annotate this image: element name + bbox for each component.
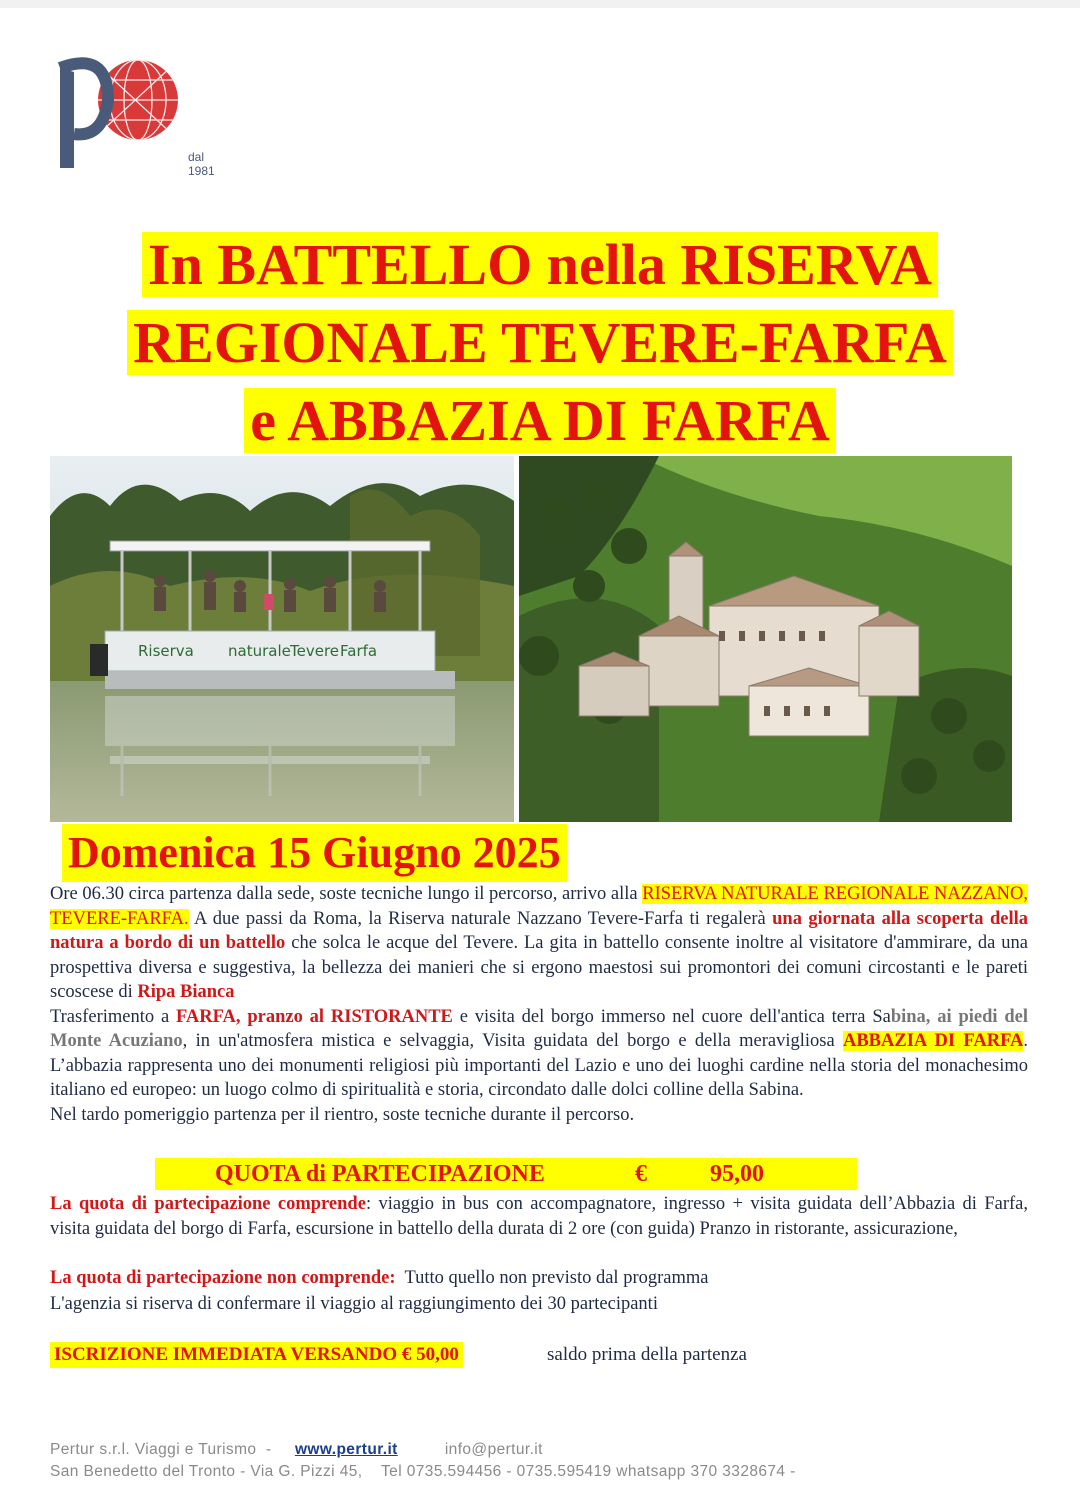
boat-sign-word-4: Farfa	[340, 642, 378, 660]
footer-company: Pertur s.r.l. Viaggi e Turismo	[50, 1441, 257, 1458]
title-line-1: In BATTELLO nella RISERVA	[0, 233, 1080, 297]
footer-email[interactable]: info@pertur.it	[444, 1441, 543, 1458]
price-banner	[155, 1158, 857, 1190]
footer-phones: Tel 0735.594456 - 0735.595419 whatsapp 370 3328674 -	[381, 1463, 796, 1480]
top-edge	[0, 0, 1080, 8]
excludes-section	[50, 1266, 1028, 1291]
registration-deposit: ISCRIZIONE IMMEDIATA VERSANDO € 50,00	[50, 1342, 463, 1368]
abbey-photo	[519, 456, 1012, 822]
title-line-2: REGIONALE TEVERE-FARFA	[0, 311, 1080, 375]
confirmation-note: L'agenzia si riserva di confermare il viaggio al raggiungimento dei 30 partecipanti	[50, 1294, 658, 1314]
program-description	[50, 882, 1028, 1127]
price-currency: €	[635, 1161, 647, 1187]
includes-section	[50, 1192, 1028, 1241]
footer-line-2	[50, 1463, 796, 1481]
title-line-3: e ABBAZIA DI FARFA	[0, 389, 1080, 453]
highlight-abbazia: ABBAZIA DI FARFA	[842, 1031, 1024, 1051]
footer-address: San Benedetto del Tronto - Via G. Pizzi 45,	[50, 1463, 363, 1480]
program-text: A due passi da Roma, la Riserva naturale Nazzano Tevere-Farfa ti regalerà	[188, 908, 773, 929]
highlight-battello: una giornata alla scoperta della natura a bordo di un battello	[50, 908, 1028, 953]
boat-sign-word-1: Riserva	[138, 642, 194, 660]
registration-balance: saldo prima della partenza	[547, 1344, 747, 1365]
highlight-monte-acuziano: bina, ai piedi del Monte Acuziano	[50, 1006, 1028, 1051]
event-date: Domenica 15 Giugno 2025	[62, 824, 567, 882]
price-label: QUOTA di PARTECIPAZIONE	[215, 1161, 545, 1187]
logo-since-text: dal 1981	[188, 150, 215, 178]
highlight-riserva: RISERVA NATURALE REGIONALE NAZZANO, TEVERE-FARFA.	[50, 884, 1029, 929]
program-return-text: Nel tardo pomeriggio partenza per il rientro, soste tecniche durante il percorso.	[50, 1104, 635, 1125]
highlight-farfa-pranzo: FARFA, pranzo al RISTORANTE	[175, 1006, 453, 1027]
includes-label: La quota di partecipazione comprende	[50, 1194, 366, 1214]
boat-photo	[50, 456, 514, 822]
price-amount: 95,00	[710, 1161, 764, 1187]
program-text: , in un'atmosfera mistica e selvaggia, Visita guidata del borgo e della meravigliosa	[182, 1031, 843, 1051]
excludes-text: Tutto quello non previsto dal programma	[404, 1268, 709, 1288]
highlight-ripa-bianca: Ripa Bianca	[137, 982, 235, 1002]
boat-sign-word-2: naturale	[228, 642, 291, 660]
program-text: Ore 06.30 circa partenza dalla sede, soste tecniche lungo il percorso, arrivo alla	[50, 884, 643, 904]
excludes-label: La quota di partecipazione non comprende:	[50, 1268, 396, 1288]
program-text: Trasferimento a	[50, 1006, 176, 1027]
includes-text: : viaggio in bus con accompagnatore, ingresso + visita guidata dell’Abbazia di Farfa, visita guidata del borgo di Farfa, escursione in battello della durata di 2 ore (con guida) Pranzo in ristorante, assicurazione,	[50, 1194, 1028, 1239]
program-text: . L’abbazia rappresenta uno dei monumenti religiosi più importanti del Lazio e uno dei luoghi cardine nella storia del monachesimo italiano ed europeo: un luogo colmo di spiritualità e storia, circondato dalle dolci colline della Sabina.	[50, 1031, 1028, 1100]
program-text: che solca le acque del Tevere. La gita in battello consente inoltre al visitatore d'ammirare, da una prospettiva diversa e suggestiva, la bellezza dei manieri che si ergono maestosi sui promontori dei comuni circostanti e le pareti scoscese di	[50, 933, 1028, 1002]
footer-website-link[interactable]: www.pertur.it	[294, 1441, 398, 1458]
globe-logo-icon	[48, 50, 198, 175]
program-text: e visita del borgo immerso nel cuore dell'antica terra Sa	[452, 1006, 891, 1027]
pertur-logo	[48, 50, 215, 180]
boat-sign-word-3: Tevere	[290, 642, 340, 660]
footer-line-1: Pertur s.r.l. Viaggi e Turismo - www.pertur.it info@pertur.it	[50, 1441, 543, 1458]
